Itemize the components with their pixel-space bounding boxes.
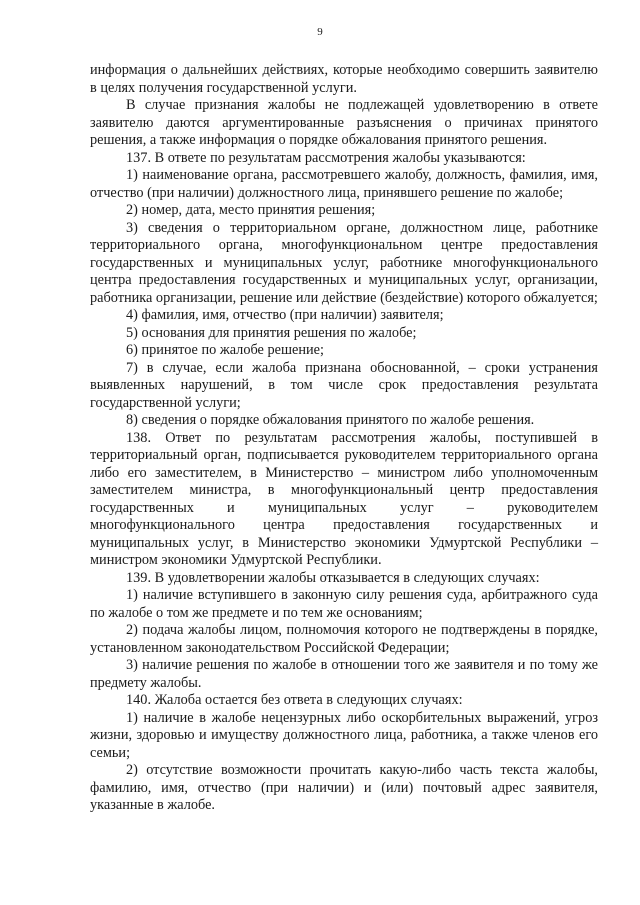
paragraph: 8) сведения о порядке обжалования принятого по жалобе решения. <box>126 412 535 428</box>
paragraph: 139. В удовлетворении жалобы отказывается в следующих случаях: <box>126 569 540 586</box>
paragraph: 4) фамилия, имя, отчество (при наличии) заявителя; <box>126 307 444 323</box>
paragraph: 2) номер, дата, место принятия решения; <box>126 202 376 218</box>
paragraph: 138. Ответ по результатам рассмотрения жалобы, поступившей в территориальный орган, подписывается руководителем территориального органа либо его заместителем, в Министерство – министром либо уполномоченным заместителем министра, в многофункциональный центр предоставления государственных и муниципальных услуг – руководителем многофункционального центра предоставления государственных и муниципальных услуг, в Министерство экономики Удмуртской Республики – министром экономики Удмуртской Республики. <box>90 429 598 568</box>
paragraph: 1) наименование органа, рассмотревшего жалобу, должность, фамилия, имя, отчество (при наличии) должностного лица, принявшего решение по жалобе; <box>90 167 598 201</box>
paragraph: 5) основания для принятия решения по жалобе; <box>126 324 417 341</box>
paragraph: 6) принятое по жалобе решение; <box>126 342 324 358</box>
paragraph: 1) наличие в жалобе нецензурных либо оскорбительных выражений, угроз жизни, здоровью и имуществу должностного лица, работника, а также членов его семьи; <box>90 709 598 761</box>
paragraph: 1) наличие вступившего в законную силу решения суда, арбитражного суда по жалобе о том же предмете и по тем же основаниям; <box>90 587 598 621</box>
paragraph: 2) отсутствие возможности прочитать какую-либо часть текста жалобы, фамилию, имя, отчество (при наличии) и (или) почтовый адрес заявителя, указанные в жалобе. <box>90 762 598 813</box>
paragraph: 3) сведения о территориальном органе, должностном лице, работнике территориального органа, многофункциональном центре предоставления государственных и муниципальных услуг, работнике многофункционального центра предоставления государственных и муниципальных услуг, организации, работника организации, решение или действие (бездействие) которого обжалуется; <box>90 219 598 306</box>
document-body <box>90 62 598 815</box>
paragraph: 140. Жалоба остается без ответа в следующих случаях: <box>126 692 463 708</box>
paragraph: 7) в случае, если жалоба признана обоснованной, – сроки устранения выявленных нарушений, в том числе срок предоставления результата государственной услуги; <box>90 359 598 411</box>
paragraph: 2) подача жалобы лицом, полномочия которого не подтверждены в порядке, установленном законодательством Российской Федерации; <box>90 622 598 656</box>
paragraph: В случае признания жалобы не подлежащей удовлетворению в ответе заявителю даются аргументированные разъяснения о причинах принятого решения, а также информация о порядке обжалования принятого решения. <box>90 97 598 148</box>
page-number: 9 <box>317 26 323 38</box>
paragraph: информация о дальнейших действиях, которые необходимо совершить заявителю в целях получения государственной услуги. <box>90 62 598 96</box>
paragraph: 3) наличие решения по жалобе в отношении того же заявителя и по тому же предмету жалобы. <box>90 657 598 691</box>
paragraph: 137. В ответе по результатам рассмотрения жалобы указываются: <box>126 149 526 166</box>
